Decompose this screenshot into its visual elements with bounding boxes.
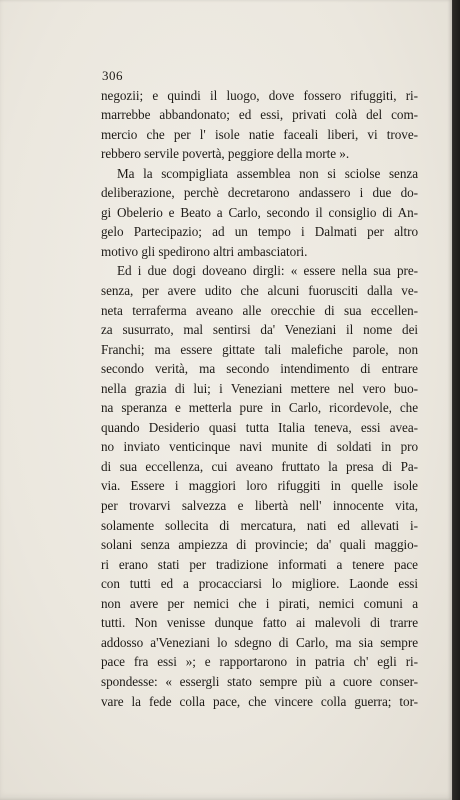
text-line: tutti. Non venisse dunque fatto ai malevoli di trarre: [101, 615, 418, 631]
text-line: Ma la scompigliata assemblea non si sciolse senza: [117, 165, 418, 181]
text-line: na speranza e metterla pure in Carlo, ricordevole, che: [101, 400, 418, 416]
page-number: 306: [102, 68, 123, 83]
text-line: senza, per avere udito che alcuni fuorusciti dalla ve-: [101, 283, 418, 299]
text-line: negozii; e quindi il luogo, dove fossero rifuggiti, ri-: [101, 87, 418, 103]
text-line: vare la fede colla pace, che vincere colla guerra; tor-: [101, 693, 418, 709]
text-line: nella grazia di lui; i Veneziani mettere nel vero buo-: [101, 380, 418, 396]
text-line: gi Obelerio e Beato a Carlo, secondo il consiglio di An-: [101, 204, 418, 220]
text-line: con tutti ed a procacciarsi lo migliore. Laonde essi: [101, 576, 418, 592]
text-line: neta terraferma aveano alle orecchie di sua eccellen-: [101, 302, 418, 318]
text-line: addosso a'Veneziani lo sdegno di Carlo, ma sia sempre: [101, 634, 418, 650]
text-line: secondo verità, ma secondo intendimento di entrare: [101, 361, 418, 377]
text-line: per trovarvi salvezza e libertà nell' innocente vita,: [101, 498, 418, 514]
text-line: quando Desiderio quasi tutta Italia teneva, essi avea-: [101, 419, 418, 435]
text-line: deliberazione, perchè decretarono andassero i due do-: [101, 185, 418, 201]
text-line: za susurrato, mal sentirsi da' Veneziani il nome dei: [101, 322, 418, 338]
text-line: di sua eccellenza, cui aveano fruttato la presa di Pa-: [101, 458, 418, 474]
text-line: Franchi; ma essere gittate tali malefiche parole, non: [101, 341, 418, 357]
text-line: rebbero servile povertà, peggiore della morte ».: [101, 146, 350, 162]
text-line: spondesse: « essergli stato sempre più a cuore conser-: [101, 673, 418, 689]
page-body: [101, 86, 418, 712]
text-line: motivo gli spedirono altri ambasciatori.: [101, 243, 308, 259]
page-text-block: [101, 66, 418, 711]
text-line: mercio che per l' isole natie faceali liberi, vi trove-: [101, 126, 418, 142]
text-line: pace fra essi »; e rapportarono in patria ch' egli ri-: [101, 654, 418, 670]
text-line: no inviato venticinque navi munite di soldati in pro: [101, 439, 418, 455]
text-line: gelo Partecipazio; ad un tempo i Dalmati per altro: [101, 224, 418, 240]
text-line: solani senza ampiezza di provincie; da' quali maggio-: [101, 537, 418, 553]
text-line: via. Essere i maggiori loro rifuggiti in quelle isole: [101, 478, 418, 494]
text-line: ri erano stati per tradizione informati a tenere pace: [101, 556, 418, 572]
text-line: Ed i due dogi doveano dirgli: « essere nella sua pre-: [117, 263, 418, 279]
text-line: marrebbe abbandonato; ed essi, privati colà del com-: [101, 107, 418, 123]
text-line: solamente sollecita di mercatura, nati ed allevati i-: [101, 517, 418, 533]
text-line: non avere per nemici che i pirati, nemici comuni a: [101, 595, 418, 611]
